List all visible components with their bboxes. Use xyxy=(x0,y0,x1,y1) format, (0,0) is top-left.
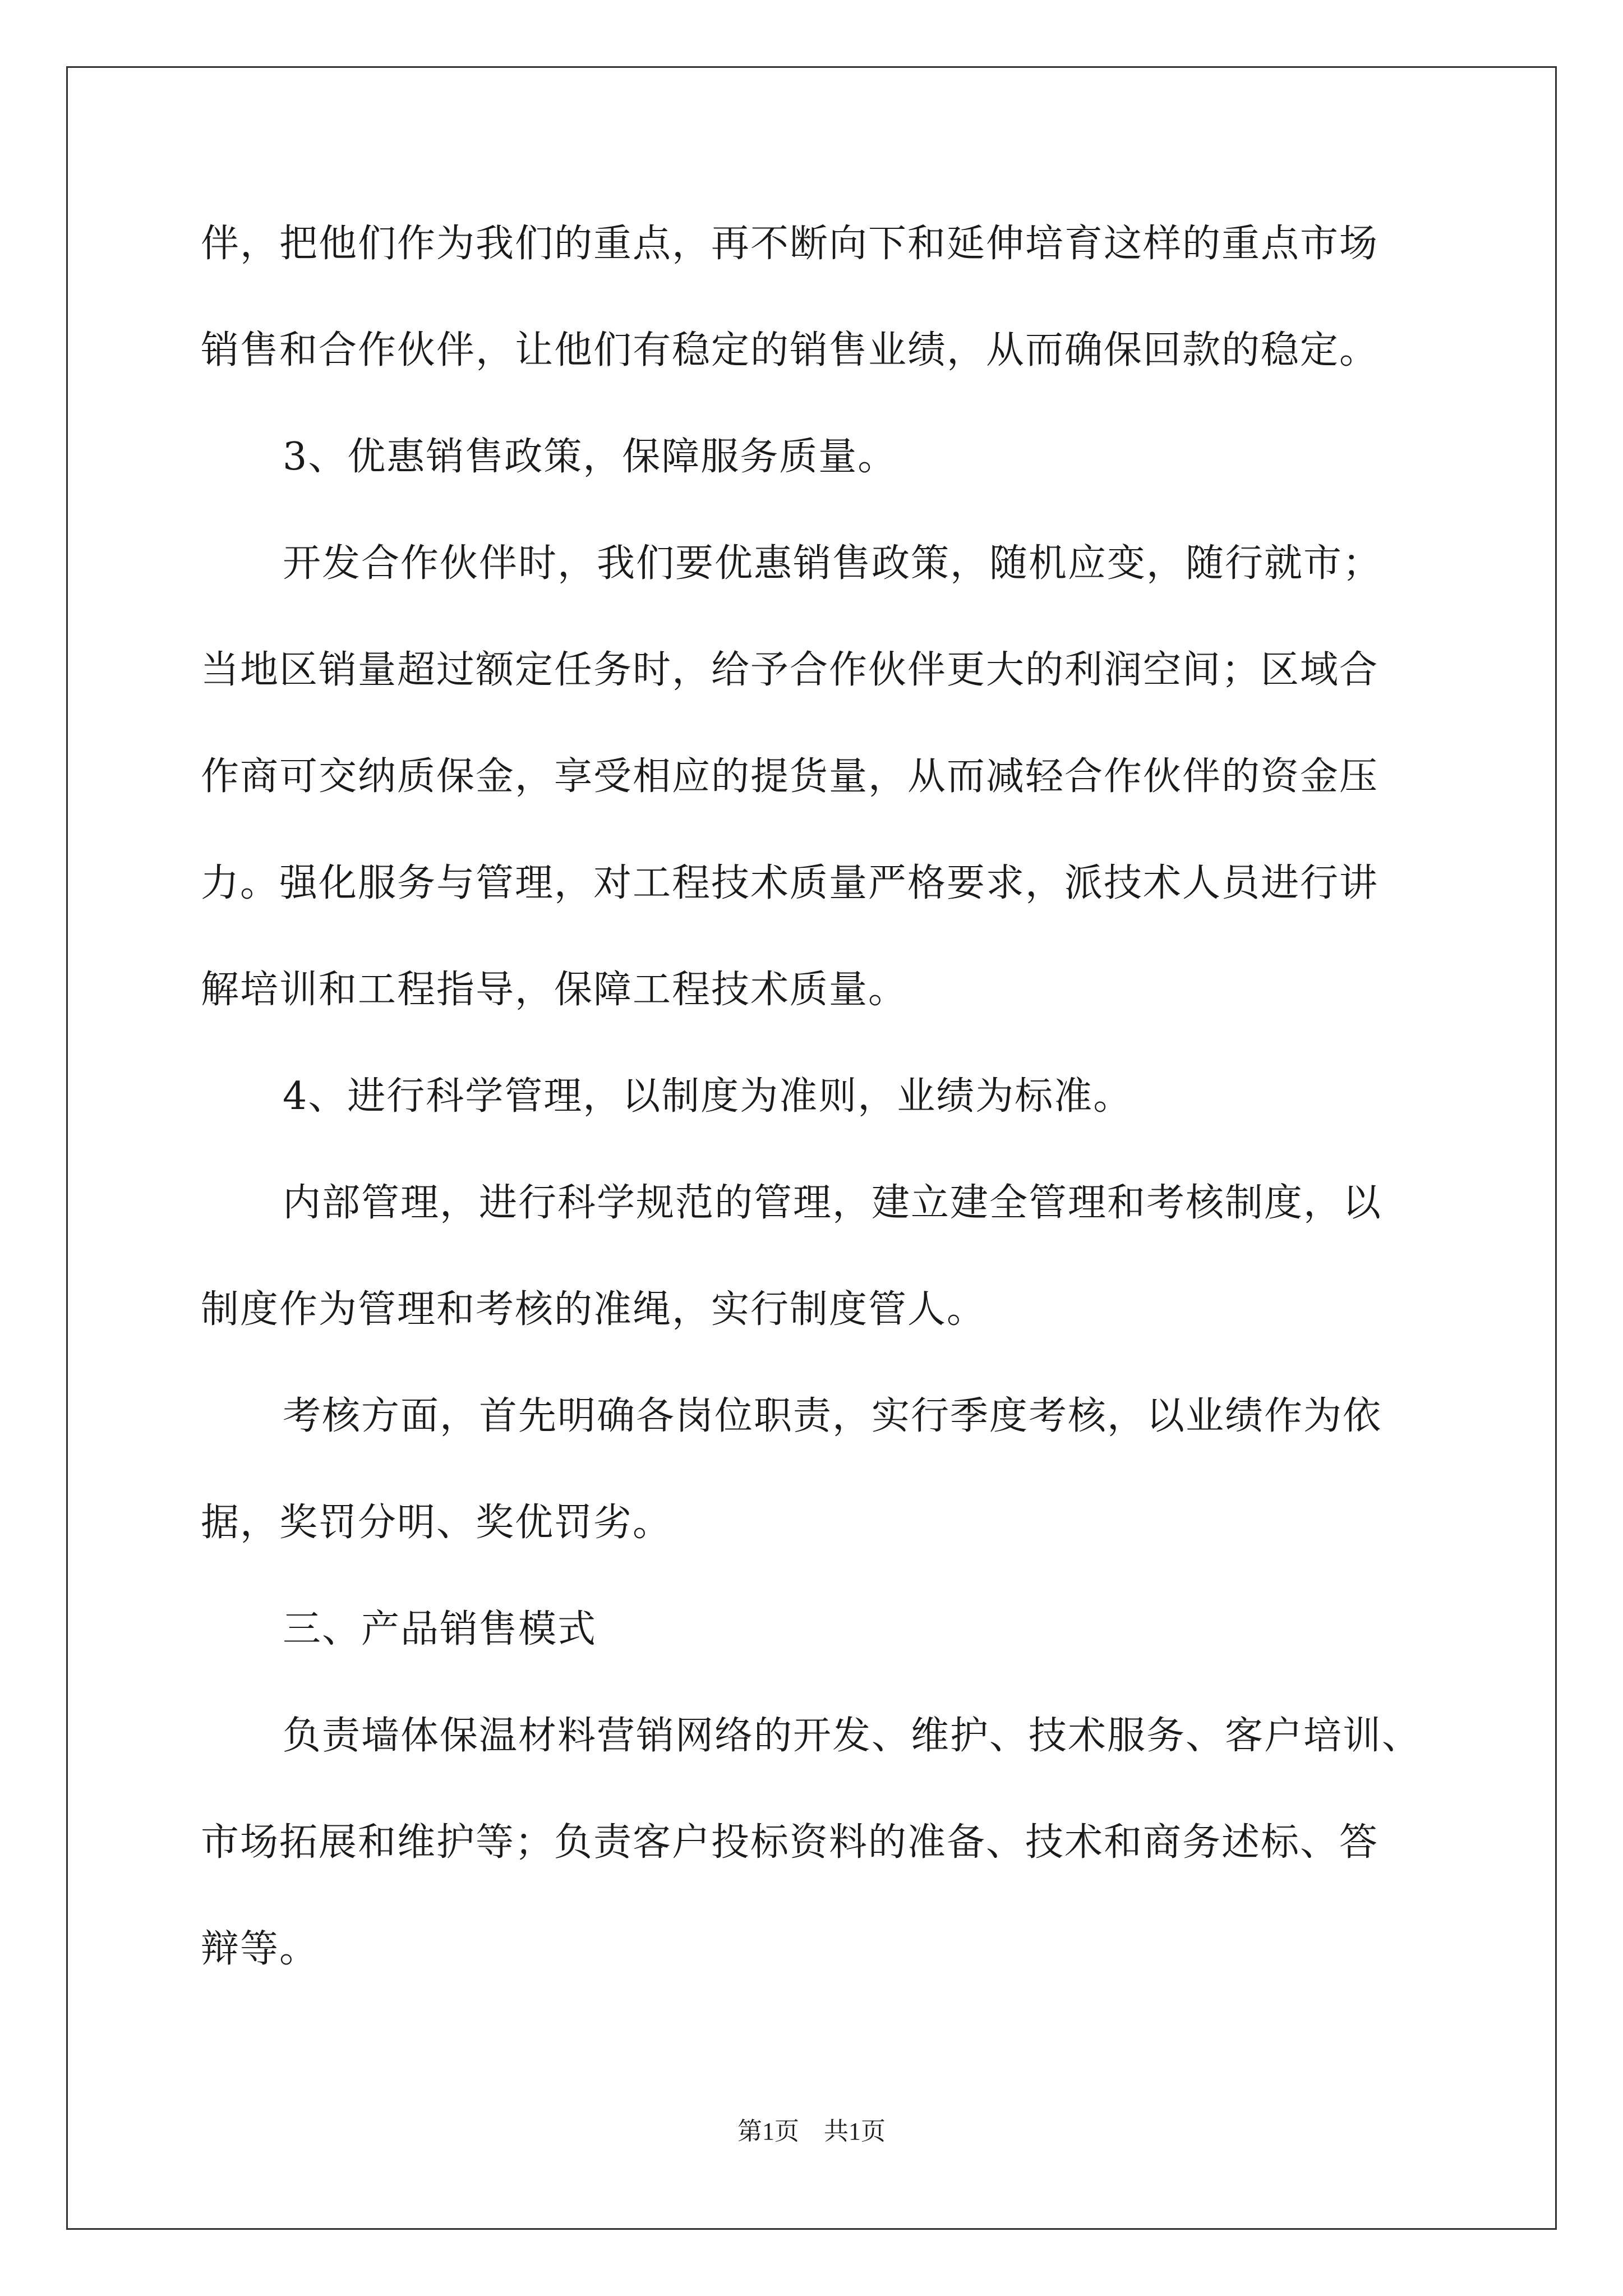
text-line-16: 市场拓展和维护等；负责客户投标资料的准备、技术和商务述标、答 xyxy=(201,1820,1379,1865)
text-line-13: 据，奖罚分明、奖优罚劣。 xyxy=(201,1501,672,1545)
page-border xyxy=(66,66,1557,2230)
text-line-4: 开发合作伙伴时，我们要优惠销售政策，随机应变，随行就市； xyxy=(283,541,1382,586)
page-number-footer: 第1页 共1页 xyxy=(737,2118,886,2145)
text-line-10: 内部管理，进行科学规范的管理，建立建全管理和考核制度，以 xyxy=(283,1181,1382,1225)
text-line-8: 解培训和工程指导，保障工程技术质量。 xyxy=(201,968,908,1012)
text-line-2: 销售和合作伙伴，让他们有稳定的销售业绩，从而确保回款的稳定。 xyxy=(201,328,1379,372)
text-line-11: 制度作为管理和考核的准绳，实行制度管人。 xyxy=(201,1287,986,1332)
text-line-12: 考核方面，首先明确各岗位职责，实行季度考核，以业绩作为依 xyxy=(283,1394,1382,1438)
section-heading-three: 三、产品销售模式 xyxy=(283,1607,597,1651)
section-heading-3: 3、优惠销售政策，保障服务质量。 xyxy=(283,435,897,479)
text-line-6: 作商可交纳质保金，享受相应的提货量，从而减轻合作伙伴的资金压 xyxy=(201,754,1379,799)
text-line-1: 伴，把他们作为我们的重点，再不断向下和延伸培育这样的重点市场 xyxy=(201,222,1379,266)
text-line-15: 负责墙体保温材料营销网络的开发、维护、技术服务、客户培训、 xyxy=(283,1714,1422,1758)
section-heading-4: 4、进行科学管理，以制度为准则，业绩为标准。 xyxy=(283,1074,1133,1119)
text-line-17: 辩等。 xyxy=(201,1927,319,1971)
text-line-7: 力。强化服务与管理，对工程技术质量严格要求，派技术人员进行讲 xyxy=(201,861,1379,905)
text-line-5: 当地区销量超过额定任务时，给予合作伙伴更大的利润空间；区域合 xyxy=(201,648,1379,692)
